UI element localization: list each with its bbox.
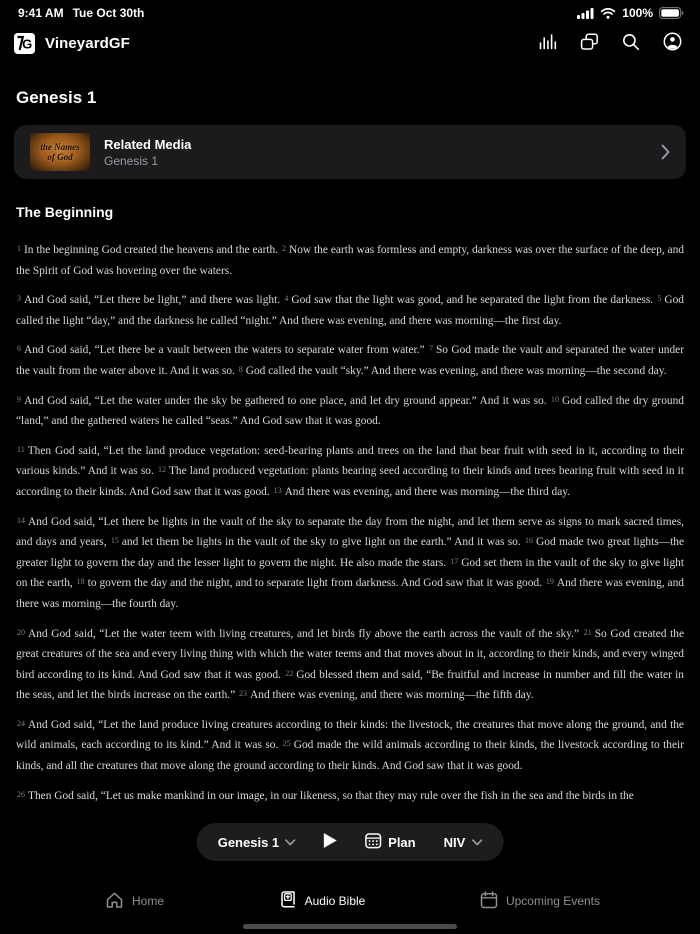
verse-number: 8 — [238, 364, 243, 374]
app-logo — [14, 33, 35, 54]
verse-paragraph: $^3$ And God said, “Let there be light,” and there was light. $^4$ God saw that the light was good, and he separated the light from the darkness. $^5$ God called the light “day,” and the darkness he called “night.” And there was evening, and there was morning—the first day. — [16, 294, 684, 327]
verse-number: 5 — [657, 294, 662, 304]
related-media-subtitle: Genesis 1 — [104, 153, 159, 168]
verse-paragraph: $^{11}$ Then God said, “Let the land produce vegetation: seed-bearing plants and trees on the land that bear fruit with seed in it, according to their various kinds.” And it was so. $^{12}$ The land produced vegetation: plants bearing seed according to their kinds and trees bearing fruit with seed in it according to their kinds. And God saw that it was good. $^{13}$ And there was evening, and there was morning—the third day. — [16, 444, 684, 498]
translation-selector[interactable] — [444, 835, 483, 850]
search-button[interactable] — [622, 33, 640, 54]
battery-percent: 100% — [622, 6, 653, 20]
verse-number: 23 — [239, 689, 248, 699]
verse-number: 11 — [17, 444, 25, 454]
nav-item-upcoming-events[interactable] — [480, 891, 600, 912]
calendar-icon — [365, 832, 382, 852]
thumbnail-text-line2: of God — [47, 152, 73, 162]
battery-icon — [659, 7, 684, 19]
messages-button[interactable] — [580, 33, 599, 54]
nav-label-upcoming-events: Upcoming Events — [505, 894, 600, 908]
profile-button[interactable] — [663, 32, 682, 54]
bible-icon — [279, 890, 297, 912]
nav-label-audio-bible: Audio Bible — [304, 894, 366, 908]
app-header — [0, 21, 700, 61]
verse-number: 16 — [525, 536, 534, 546]
thumbnail-text-line1: the Names — [40, 142, 80, 152]
verse-number: 17 — [450, 556, 459, 566]
verse-number: 1 — [17, 244, 21, 253]
nav-item-home[interactable] — [105, 891, 164, 912]
cellular-signal-icon — [577, 8, 594, 19]
stats-button[interactable] — [539, 33, 557, 53]
page-title: Genesis 1 — [16, 88, 97, 107]
related-media-card[interactable] — [14, 125, 686, 179]
translation-label: NIV — [443, 834, 466, 850]
verse-paragraph: $^{14}$ And God said, “Let there be lights in the vault of the sky to separate the day from the night, and let them serve as signs to mark sacred times, and days and years, $^{15}$ and let them be lights in the vault of the sky to give light on the earth.” And it was so. $^{16}$ God made two great lights—the greater light to govern the day and the lesser light to govern the night. He also made the stars. $^{17}$ God set them in the vault of the sky to give light on the earth, $^{18}$ to govern the day and the night, and to separate light from darkness. And God saw that it was good. $^{19}$ And there was evening, and there was morning—the fourth day. — [16, 515, 685, 610]
passage-selector[interactable] — [218, 835, 296, 850]
verse-number: 26 — [17, 789, 25, 799]
verse-number: 7 — [428, 344, 433, 354]
verse-number: 6 — [17, 344, 21, 354]
verse-number: 14 — [17, 515, 25, 525]
section-heading: The Beginning — [16, 204, 114, 220]
verse-paragraph: $^{20}$ And God said, “Let the water teem with living creatures, and let birds fly above the earth across the vault of the sky.” $^{21}$ So God created the great creatures of the sea and every living thing with which the water teems and that moves about in it, according to their kinds, and every winged bird according to its kind. And God saw that it was good. $^{22}$ God blessed them and said, “Be fruitful and increase in number and fill the water in the seas, and let the birds increase on the earth.” $^{23}$ And there was evening, and there was morning—the fifth day. — [16, 627, 684, 702]
verse-paragraph: $^9$ And God said, “Let the water under the sky be gathered to one place, and let dry ground appear.” And it was so. $^{10}$ God called the dry ground “land,” and the gathered waters he called “seas.” And God saw that it was good. — [16, 394, 685, 428]
home-indicator[interactable] — [243, 924, 457, 929]
status-time: 9:41 AM — [18, 6, 64, 20]
verse-number: 2 — [281, 244, 286, 253]
verse-number: 20 — [17, 627, 25, 637]
home-icon — [105, 891, 124, 912]
audio-player-bar — [197, 823, 504, 861]
profile-icon — [663, 32, 682, 54]
messages-icon — [580, 33, 599, 54]
play-button[interactable] — [324, 833, 337, 851]
events-calendar-icon — [480, 891, 498, 912]
wifi-icon — [600, 7, 616, 19]
verse-paragraph: $^6$ And God said, “Let there be a vault between the waters to separate water from water.” $^7$ So God made the vault and separated the water under the vault from the water above it. And it was so. $^8$ God called the vault “sky.” And there was evening, and there was morning—the second day. — [16, 344, 684, 377]
app-name: VineyardGF — [45, 34, 130, 52]
verse-number: 4 — [284, 294, 289, 304]
verse-number: 24 — [17, 718, 25, 728]
chevron-right-icon — [661, 144, 670, 160]
passage-label: Genesis 1 — [217, 834, 280, 850]
verse-number: 22 — [285, 668, 294, 678]
verse-number: 13 — [273, 485, 282, 495]
verse-number: 9 — [17, 394, 21, 404]
plan-label: Plan — [388, 834, 416, 850]
stats-icon — [539, 33, 557, 53]
chevron-down-icon — [285, 839, 296, 846]
related-media-thumbnail — [30, 133, 90, 171]
verse-paragraph: $^{24}$ And God said, “Let the land produce living creatures according to their kinds: the livestock, the creatures that move along the ground, and the wild animals, each according to its kind.” And it was so. $^{25}$ God made the wild animals according to their kinds, the livestock according to their kinds, and all the creatures that move along the ground according to their kinds. And God saw that it was good. — [16, 718, 684, 773]
related-media-title: Related Media — [104, 136, 192, 152]
verse-number: 25 — [282, 739, 291, 749]
verse-number: 19 — [545, 577, 554, 587]
verse-number: 15 — [110, 536, 119, 546]
search-icon — [622, 33, 640, 54]
status-date: Tue Oct 30th — [72, 6, 145, 20]
verse-number: 10 — [551, 394, 560, 404]
verse-number: 3 — [17, 294, 21, 304]
verse-number: 12 — [157, 465, 166, 475]
nav-item-audio-bible[interactable] — [279, 890, 366, 912]
verse-number: 21 — [583, 627, 592, 637]
verses — [16, 240, 684, 806]
verse-paragraph: $^{26}$ Then God said, “Let us make mankind in our image, in our likeness, so that they may rule over the fish in the sea and the birds in the — [17, 789, 634, 802]
nav-label-home: Home — [132, 894, 165, 908]
svg-text:G: G — [22, 36, 33, 52]
chevron-down-icon — [471, 839, 482, 846]
plan-button[interactable] — [365, 832, 415, 852]
verse-number: 18 — [76, 577, 85, 587]
play-icon — [324, 833, 337, 851]
verse-paragraph: $^1$ In the beginning God created the heavens and the earth. $^2$ Now the earth was formless and empty, darkness was over the surface of the deep, and the Spirit of God was hovering over the waters. — [16, 244, 684, 277]
status-bar — [0, 0, 700, 21]
